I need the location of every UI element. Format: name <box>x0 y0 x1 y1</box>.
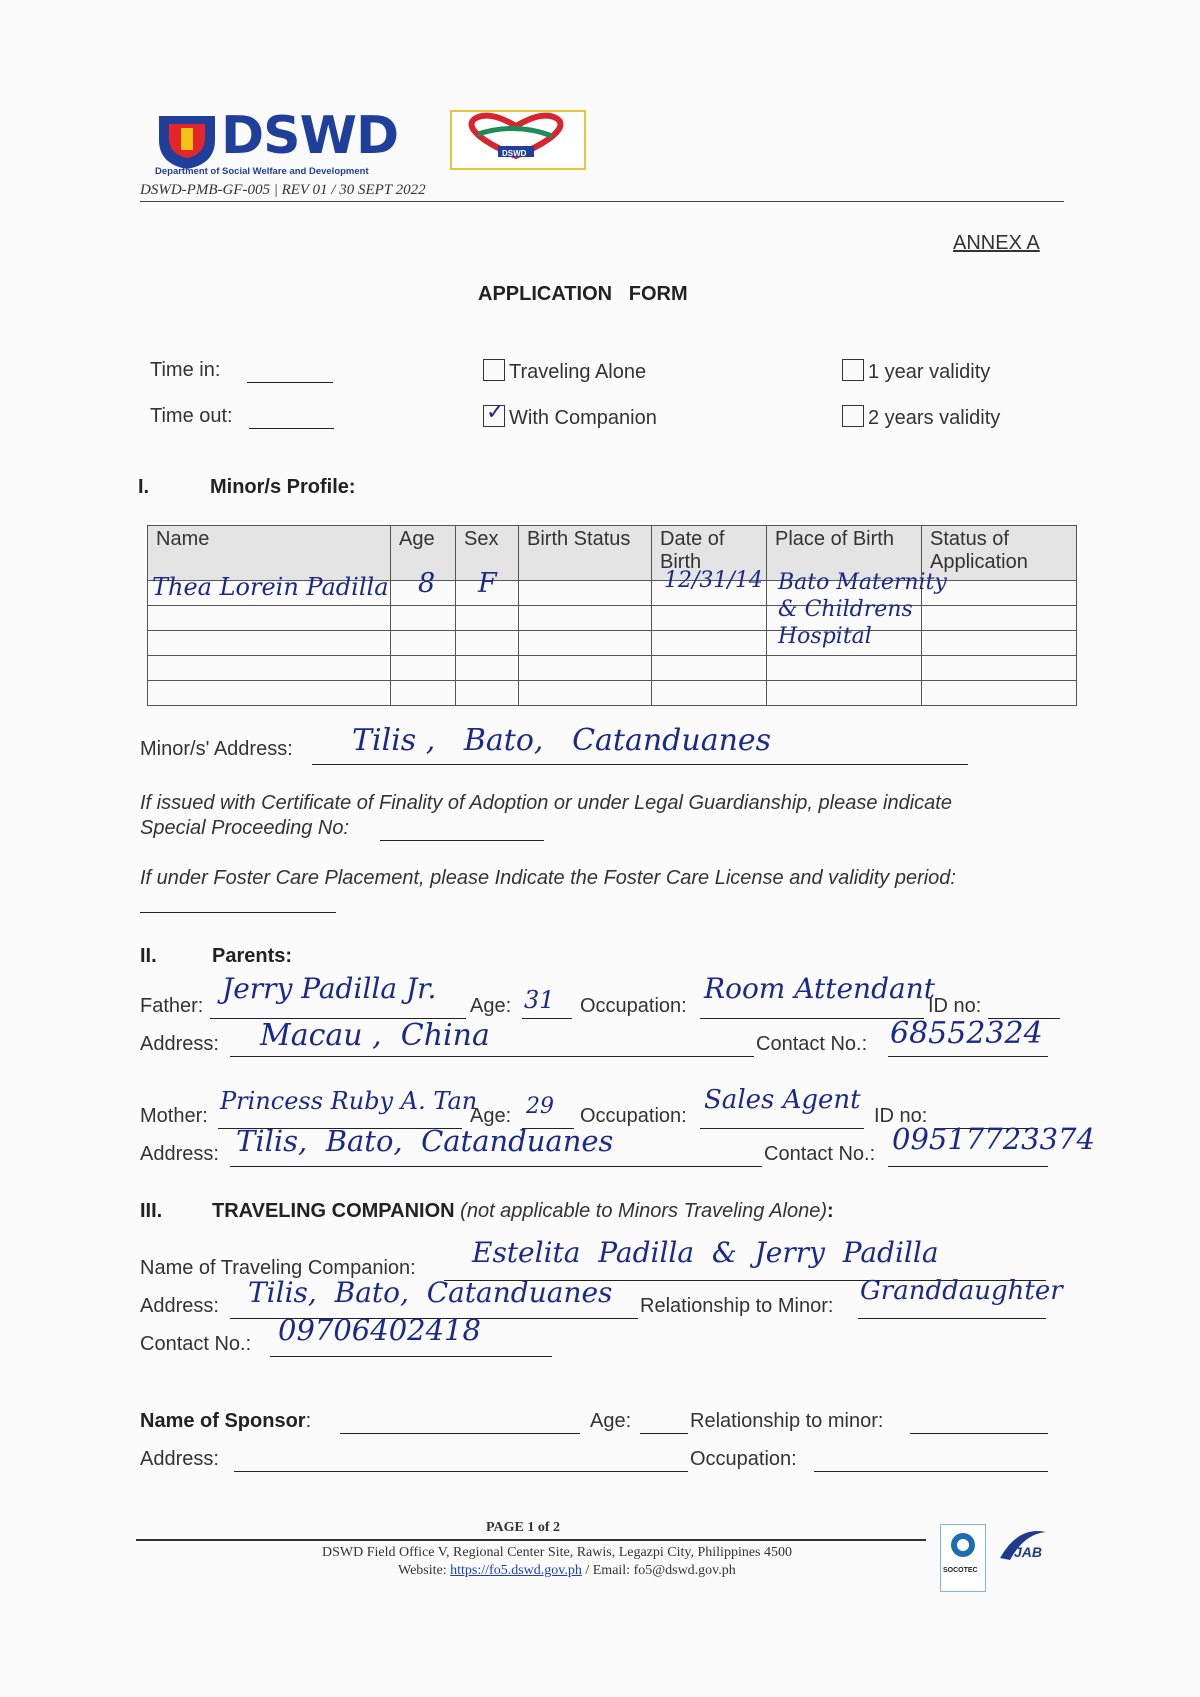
mother-name-value: Princess Ruby A. Tan <box>220 1087 478 1115</box>
time-out-field[interactable] <box>249 406 334 429</box>
mother-address-value: Tilis, Bato, Catanduanes <box>236 1124 614 1158</box>
mother-contact-label: Contact No.: <box>764 1143 876 1165</box>
col-name: Name <box>148 526 391 581</box>
sponsor-address-label: Address: <box>140 1448 219 1470</box>
pob-line-1: Bato Maternity <box>778 570 947 595</box>
father-address-value: Macau , China <box>260 1018 490 1053</box>
adoption-note-line2: Special Proceeding No: <box>140 817 350 839</box>
dswd-seal <box>450 110 586 170</box>
minor-sex-value: F <box>478 568 497 599</box>
table-row <box>148 656 1077 681</box>
one-year-option[interactable] <box>842 359 990 384</box>
section2-number: II. <box>140 945 157 967</box>
father-age-value: 31 <box>524 986 555 1014</box>
mother-age-label: Age: <box>470 1105 512 1127</box>
sponsor-address-field[interactable] <box>234 1449 688 1472</box>
col-place-of-birth: Place of Birth <box>767 526 922 581</box>
one-year-label: 1 year validity <box>868 361 991 383</box>
two-years-checkbox[interactable] <box>842 405 864 427</box>
header-rule <box>140 201 1064 202</box>
sponsor-colon: : <box>305 1410 312 1432</box>
with-companion-option[interactable] <box>483 405 657 430</box>
companion-address-label: Address: <box>140 1295 219 1317</box>
with-companion-checkbox[interactable] <box>483 405 505 427</box>
section3-number: III. <box>140 1200 163 1222</box>
mother-age-value: 29 <box>526 1094 554 1119</box>
dswd-logo <box>155 106 399 177</box>
one-year-checkbox[interactable] <box>842 359 864 381</box>
col-status-of-application: Status of Application <box>922 526 1077 581</box>
two-years-label: 2 years validity <box>868 407 1001 429</box>
section3-heading <box>212 1200 834 1223</box>
minor-address-value: Tilis , Bato, Catanduanes <box>352 723 772 758</box>
minor-age-value: 8 <box>418 568 436 599</box>
father-occupation-label: Occupation: <box>580 995 687 1017</box>
dswd-logo-subtitle: Department of Social Welfare and Development <box>155 166 369 177</box>
father-contact-label: Contact No.: <box>756 1033 868 1055</box>
website-link[interactable]: https://fo5.dswd.gov.ph <box>450 1563 582 1578</box>
sponsor-age-label: Age: <box>590 1410 632 1432</box>
section2-title: Parents: <box>212 945 293 967</box>
father-contact-value: 68552324 <box>890 1016 1043 1051</box>
sponsor-occupation-field[interactable] <box>814 1449 1048 1472</box>
relationship-label: Relationship to Minor: <box>640 1295 834 1317</box>
socotec-text: SOCOTEC <box>943 1567 978 1574</box>
email-text: / Email: fo5@dswd.gov.ph <box>585 1563 736 1578</box>
companion-address-value: Tilis, Bato, Catanduanes <box>248 1276 613 1309</box>
foster-license-field[interactable] <box>140 892 336 913</box>
section1-number: I. <box>138 476 150 498</box>
traveling-alone-checkbox[interactable] <box>483 359 505 381</box>
section1-title: Minor/s Profile: <box>210 476 356 498</box>
jab-text: JAB <box>1014 1544 1043 1560</box>
traveling-alone-label: Traveling Alone <box>509 361 647 383</box>
sponsor-occupation-label: Occupation: <box>690 1448 797 1470</box>
special-proceeding-field[interactable] <box>380 818 544 841</box>
father-occupation-value: Room Attendant <box>704 972 935 1005</box>
time-in-field[interactable] <box>247 360 333 383</box>
time-out-label: Time out: <box>150 405 233 427</box>
foster-note: If under Foster Care Placement, please Indicate the Foster Care License and validity period: <box>140 867 956 889</box>
dswd-logo-text: DSWD <box>221 106 399 166</box>
table-row <box>148 606 1077 631</box>
minor-address-label: Minor/s' Address: <box>140 738 293 760</box>
companion-contact-label: Contact No.: <box>140 1333 252 1355</box>
col-sex: Sex <box>456 526 519 581</box>
table-row <box>148 631 1077 656</box>
sponsor-age-field[interactable] <box>640 1411 688 1434</box>
two-years-option[interactable] <box>842 405 1000 430</box>
with-companion-label: With Companion <box>509 407 657 429</box>
sponsor-name-label: Name of Sponsor <box>140 1410 306 1432</box>
companion-name-label: Name of Traveling Companion: <box>140 1257 416 1279</box>
sponsor-name-field[interactable] <box>340 1411 580 1434</box>
col-date-of-birth: Date of Birth <box>652 526 767 581</box>
annex-label: ANNEX A <box>953 232 1040 254</box>
mother-label: Mother: <box>140 1105 208 1127</box>
sponsor-relationship-label: Relationship to minor: <box>690 1410 884 1432</box>
section3-title: TRAVELING COMPANION <box>212 1200 455 1222</box>
footer-address: DSWD Field Office V, Regional Center Site, Rawis, Legazpi City, Philippines 4500 <box>322 1545 792 1560</box>
dswd-seal-text: DSWD <box>502 149 527 158</box>
mother-address-label: Address: <box>140 1143 219 1165</box>
companion-contact-value: 09706402418 <box>278 1313 481 1347</box>
page-title: APPLICATION FORM <box>478 283 688 305</box>
doc-code: DSWD-PMB-GF-005 | REV 01 / 30 SEPT 2022 <box>140 182 426 198</box>
table-row <box>148 681 1077 706</box>
father-label: Father: <box>140 995 204 1017</box>
pob-line-2: & Childrens <box>778 597 913 622</box>
relationship-value: Granddaughter <box>860 1276 1063 1306</box>
sponsor-name-label-group <box>140 1410 311 1433</box>
dswd-shield-icon <box>155 114 219 170</box>
traveling-alone-option[interactable] <box>483 359 646 384</box>
mother-occupation-label: Occupation: <box>580 1105 687 1127</box>
sponsor-relationship-field[interactable] <box>910 1411 1048 1434</box>
mother-id-label: ID no: <box>874 1105 928 1127</box>
footer-rule <box>136 1539 926 1541</box>
footer-contact <box>398 1563 736 1579</box>
father-name-value: Jerry Padilla Jr. <box>222 972 437 1005</box>
website-label: Website: <box>398 1563 447 1578</box>
section3-subtitle: (not applicable to Minors Traveling Alone) <box>460 1200 828 1222</box>
mother-contact-value: 09517723374 <box>892 1122 1095 1156</box>
minor-profile-table <box>147 525 1077 706</box>
page-number: PAGE 1 of 2 <box>486 1520 561 1535</box>
socotec-badge <box>940 1524 986 1592</box>
father-address-label: Address: <box>140 1033 219 1055</box>
pob-line-3: Hospital <box>778 624 872 649</box>
minor-name-value: Thea Lorein Padilla <box>152 573 389 601</box>
col-age: Age <box>391 526 456 581</box>
section3-colon: : <box>827 1200 834 1222</box>
time-in-label: Time in: <box>150 359 221 381</box>
certification-icon <box>941 1525 985 1565</box>
minor-dob-value: 12/31/14 <box>664 568 763 593</box>
adoption-note-line1: If issued with Certificate of Finality of Adoption or under Legal Guardianship, please indicate <box>140 792 952 814</box>
jab-badge <box>994 1524 1050 1584</box>
father-id-label: ID no: <box>928 995 982 1017</box>
father-age-label: Age: <box>470 995 512 1017</box>
companion-name-value: Estelita Padilla & Jerry Padilla <box>472 1236 939 1269</box>
mother-occupation-value: Sales Agent <box>704 1085 861 1115</box>
col-birth-status: Birth Status <box>519 526 652 581</box>
